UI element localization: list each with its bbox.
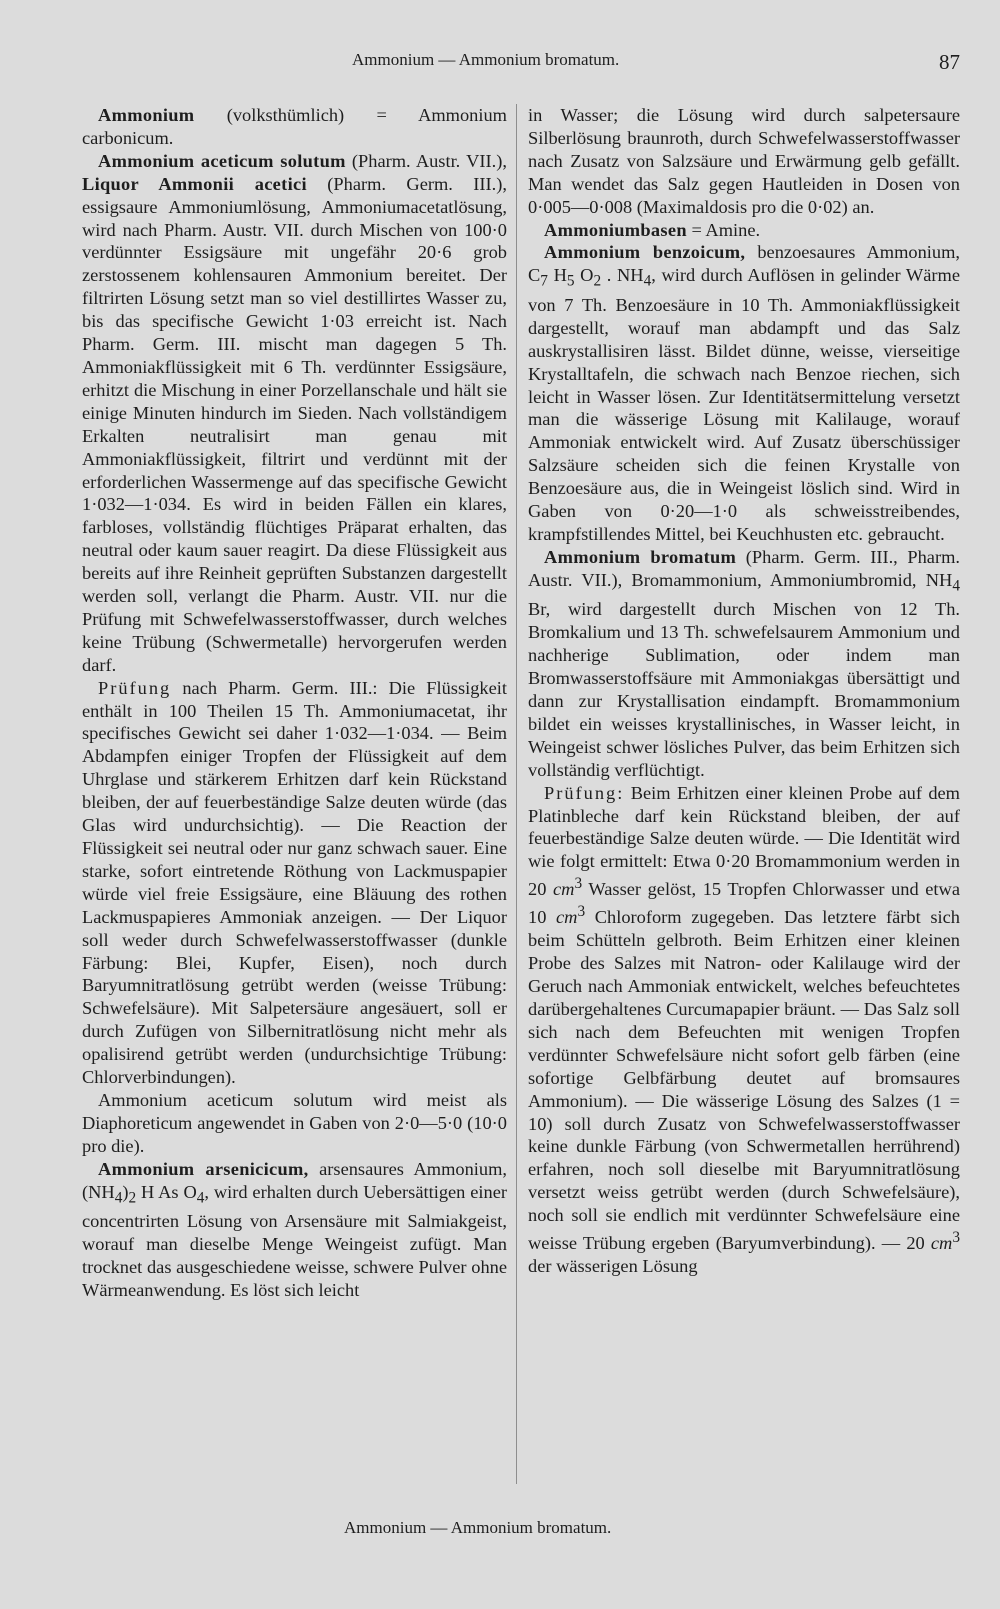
entry-ammonium: Ammonium (volksthümlich) = Ammonium carbonicum. xyxy=(82,105,507,148)
entry-ammonium-aceticum: Ammonium aceticum solutum (Pharm. Austr. VII.), Liquor Ammonii acetici (Pharm. Germ. III.), essigsaure Ammoniumlösung, Ammoniumacetatlösung, wird nach Pharm. Austr. VII. durch Mischen von 100·0 verdünnter Essigsäure mit ungefähr 20·6 grob zerstossenem kohlensauren Ammonium bereitet. Der filtrirten Lösung setzt man so viel destillirtes Wasser zu, bis das specifische Gewicht 1·03 erreicht ist. Nach Pharm. Germ. III. mischt man dagegen 5 Th. Ammoniakflüssigkeit mit 6 Th. verdünnter Essigsäure, erhitzt die Mischung in einer Porzellanschale und hält sie einige Minuten hindurch im Sieden. Nach vollständigem Erkalten neutralisirt man genau mit Ammoniakflüssigkeit, filtrirt und verdünnt mit der erforderlichen Wassermenge auf das specifische Gewicht 1·032—1·034. Es wird in beiden Fällen ein klares, farbloses, vollständig flüchtiges Präparat erhalten, das neutral oder kaum sauer reagirt. Da diese Flüssigkeit aus bereits auf ihre Reinheit geprüften Substanzen dargestellt werden soll, verlangt die Pharm. Austr. VII. nur die Prüfung mit Schwefelwasserstoffwasser, durch welches keine Trübung (Schwermetalle) hervorgerufen werden darf. xyxy=(82,150,507,675)
headword: Ammoniumbasen xyxy=(544,219,687,240)
page-number: 87 xyxy=(939,50,960,74)
entry-ammonium-benzoicum: Ammonium benzoicum, benzoesaures Ammonium, $C_7$ $H_5$ $O_2$ . $NH_4$, wird durch Auflösen in gelinder Wärme von 7 Th. Benzoesäure in 10 Th. Ammoniakflüssigkeit dargestellt, worauf man abdampft und das Salz auskrystallisiren lässt. Bildet dünne, weisse, vierseitige Krystalltafeln, die schwach nach Benzoe riechen, sich leicht in Wasser lösen. Zur Identitätsermittelung versetzt man die wässerige Lösung mit Kalilauge, worauf Ammoniak entwickelt wird. Auf Zusatz überschüssiger Salzsäure scheiden sich die feinen Krystalle von Benzoesäure aus, die in Weingeist löslich sind. Wird in Gaben von 0·20—1·0 als schweisstreibendes, krampfstillendes Mittel, bei Keuchhusten etc. gebraucht. xyxy=(528,242,960,544)
paragraph-usage: Ammonium aceticum solutum wird meist als Diaphoreticum angewendet in Gaben von 2·0—5·0 (10·0 pro die). xyxy=(82,1089,507,1156)
footer-title: Ammonium — Ammonium bromatum. xyxy=(344,1518,612,1537)
left-column xyxy=(82,104,507,1302)
right-column xyxy=(528,104,960,1278)
paragraph-pruefung-bromatum: Prüfung: Beim Erhitzen einer kleinen Probe auf dem Platinbleche darf kein Rückstand bleiben, der auf feuerbeständige Salze deuten würde. — Die Identität wird wie folgt ermittelt: Etwa 0·20 Bromammonium werden in 20 $cm^3$ Wasser gelöst, 15 Tropfen Chlorwasser und etwa 10 $cm^3$ Chloroform zugegeben. Das letztere färbt sich beim Schütteln gelbroth. Beim Erhitzen einer kleinen Probe des Salzes mit Natron- oder Kalilauge wird der Geruch nach Ammoniak entwickelt, welches befeuchtetes darübergehaltenes Curcumapapier bräunt. — Das Salz soll sich nach dem Befeuchten mit wenigen Tropfen verdünnter Schwefelsäure nicht sofort gelb färben (eine sofortige Gelbfärbung deutet auf bromsaures Ammonium). — Die wässerige Lösung des Salzes (1 = 10) soll durch Zusatz von Schwefelwasserstoffwasser keine dunkle Färbung (von Schwermetallen herrührend) erfahren, noch soll dieselbe mit Baryumnitratlösung versetzt weiss getrübt werden (durch Schwefelsäure), noch soll sie endlich mit verdünnter Schwefelsäure eine weisse Trübung ergeben (Baryumverbindung). — 20 $cm^3$ der wässerigen Lösung xyxy=(528,782,960,1277)
headword: Ammonium aceticum solutum xyxy=(98,150,346,171)
running-title: Ammonium — Ammonium bromatum. xyxy=(352,50,620,69)
headword: Liquor Ammonii acetici xyxy=(82,173,307,194)
paragraph-continuation: in Wasser; die Lösung wird durch salpetersaure Silberlösung braunroth, durch Schwefelwasserstoffwasser nach Zusatz von Salzsäure und Erwärmung gelb gefällt. Man wendet das Salz gegen Hautleiden in Dosen von 0·005—0·008 (Maximaldosis pro die 0·02) an. xyxy=(528,105,960,217)
entry-ammonium-arsenicicum: Ammonium arsenicicum, arsensaures Ammonium, $(NH_4)_2$ H As $O_4$, wird erhalten durch Uebersättigen einer concentrirten Lösung von Arsensäure mit Salmiakgeist, worauf man dieselbe Menge Weingeist zufügt. Man trocknet das ausgeschiedene weisse, schwere Pulver ohne Wärmeanwendung. Es löst sich leicht xyxy=(82,1158,507,1300)
entry-ammonium-bromatum: Ammonium bromatum (Pharm. Germ. III., Pharm. Austr. VII.), Bromammonium, Ammoniumbromid, $NH_4$ Br, wird dargestellt durch Mischen von 12 Th. Bromkalium und 13 Th. schwefelsaurem Ammonium und nachherige Sublimation, oder indem man Bromwasserstoffsäure mit Ammoniakgas übersättigt und dann zur Krystallisation eindampft. Bromammonium bildet ein weisses krystallinisches, in Wasser leicht, in Weingeist schwer lösliches Pulver, das beim Erhitzen sich vollständig verflüchtigt. xyxy=(528,546,960,780)
column-divider xyxy=(516,104,517,1484)
headword: Ammonium arsenicicum, xyxy=(98,1158,309,1179)
paragraph-pruefung: Prüfung nach Pharm. Germ. III.: Die Flüssigkeit enthält in 100 Theilen 15 Th. Ammoniumacetat, ihr specifisches Gewicht sei daher 1·032—1·034. — Beim Abdampfen einiger Tropfen der Flüssigkeit auf dem Uhrglase und stärkerem Erhitzen darf kein Rückstand bleiben, der auf feuerbeständige Salze deuten würde (das Glas wird undurchsichtig). — Die Reaction der Flüssigkeit sei neutral oder nur ganz schwach sauer. Eine starke, sofort eintretende Röthung von Lackmuspapier würde viel freie Essigsäure, eine Bläuung des rothen Lackmuspapieres Ammoniak anzeigen. — Der Liquor soll weder durch Schwefelwasserstoffwasser (dunkle Färbung: Blei, Kupfer, Eisen), noch durch Baryumnitratlösung getrübt werden (weisse Trübung: Schwefelsäure). Mit Salpetersäure angesäuert, soll er durch Zufügen von Silbernitratlösung nicht mehr als opalisirend getrübt werden (undurchsichtige Trübung: Chlorverbindungen). xyxy=(82,677,507,1088)
headword: Ammonium bromatum xyxy=(544,546,737,567)
headword: Ammonium xyxy=(98,105,195,125)
headword: Ammonium benzoicum, xyxy=(544,242,746,263)
entry-ammoniumbasen: Ammoniumbasen = Amine. xyxy=(544,219,761,240)
